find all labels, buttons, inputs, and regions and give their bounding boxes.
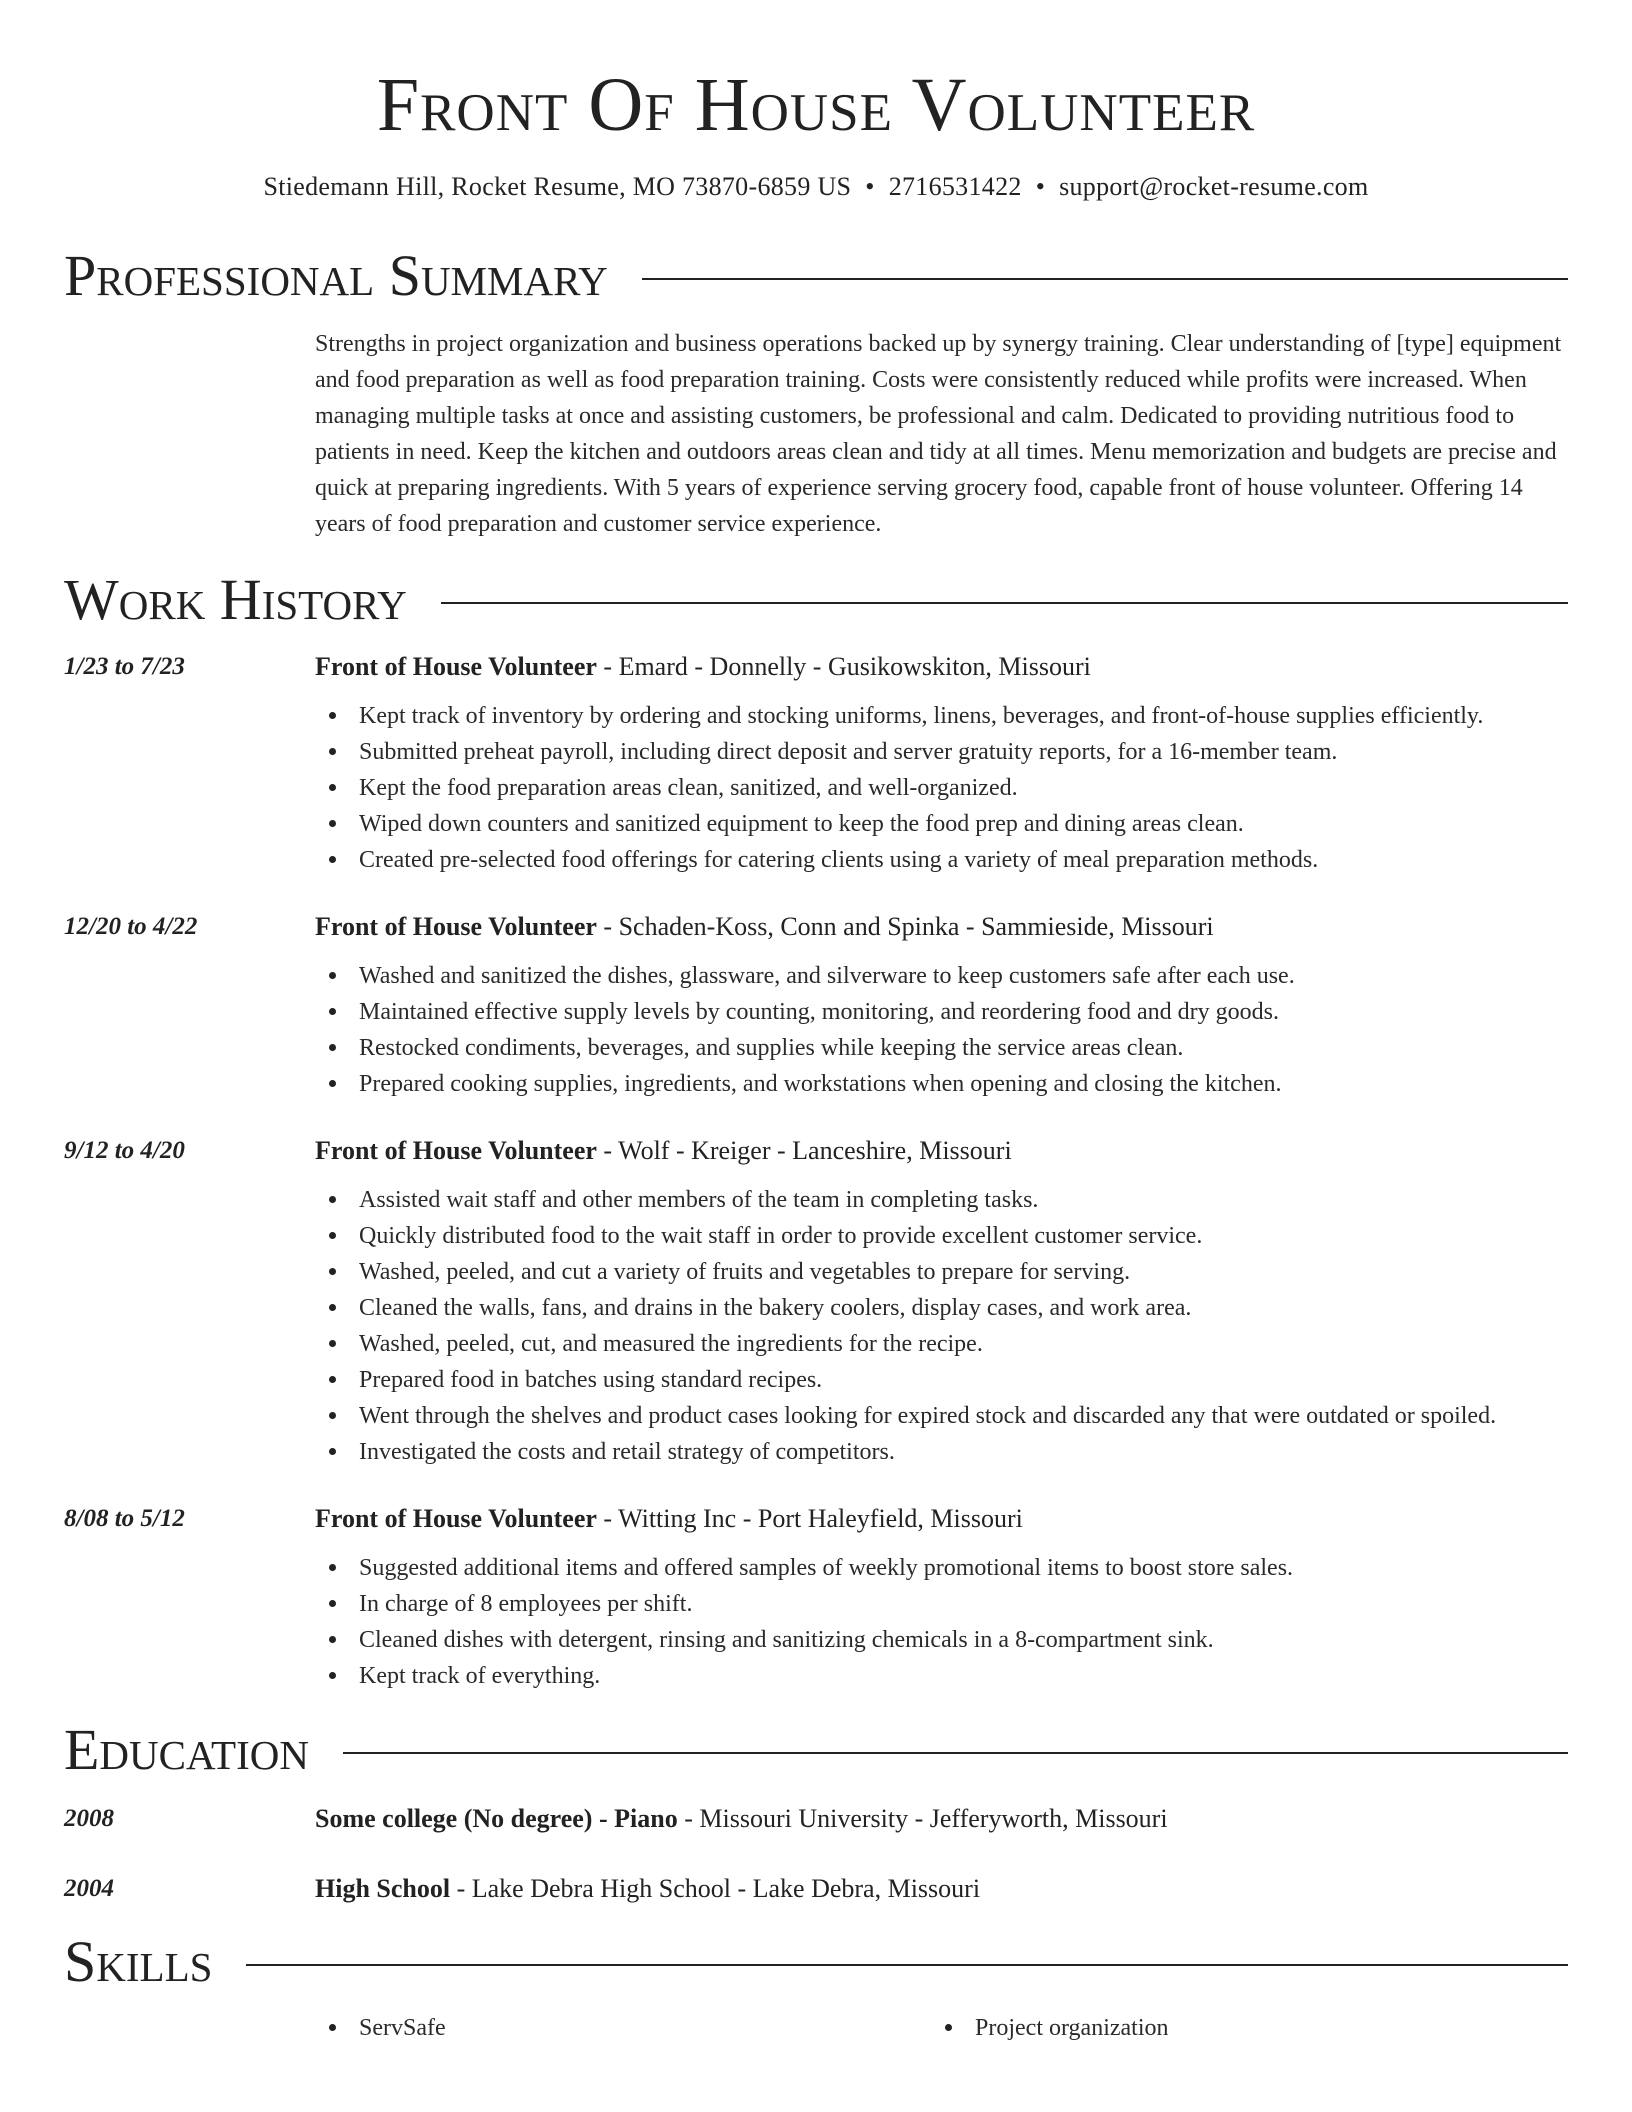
contact-separator: • — [865, 172, 875, 201]
duty-text: Cleaned the walls, fans, and drains in the bakery coolers, display cases, and work area. — [359, 1295, 1192, 1321]
duty-text: Kept track of everything. — [359, 1663, 601, 1689]
bullet-icon — [329, 1044, 336, 1051]
job-employer: - Witting Inc - Port Haleyfield, Missouri — [596, 1504, 1023, 1533]
duty-item — [315, 1434, 1568, 1470]
skill-text: ServSafe — [359, 2015, 446, 2041]
bullet-icon — [329, 1268, 336, 1275]
duty-text: Cleaned dishes with detergent, rinsing and sanitizing chemicals in a 8-compartment sink. — [359, 1627, 1214, 1653]
job-employer: - Wolf - Kreiger - Lanceshire, Missouri — [596, 1136, 1012, 1165]
duty-item — [315, 1398, 1568, 1434]
job-body — [315, 1502, 1568, 1694]
job-dates: 8/08 to 5/12 — [64, 1505, 185, 1532]
section-header-work — [64, 567, 1568, 632]
duty-text: Created pre-selected food offerings for catering clients using a variety of meal preparation methods. — [359, 847, 1319, 873]
section-title-work: Work History — [64, 567, 407, 632]
duty-text: Washed and sanitized the dishes, glassware, and silverware to keep customers safe after each use. — [359, 963, 1295, 989]
duty-text: Kept the food preparation areas clean, sanitized, and well-organized. — [359, 775, 1018, 801]
duty-item — [315, 1254, 1568, 1290]
duty-item — [315, 1218, 1568, 1254]
job-body — [315, 650, 1568, 878]
resume-name: Front Of House Volunteer — [376, 63, 1256, 147]
duty-item — [315, 1290, 1568, 1326]
education-entry — [64, 1802, 1568, 1836]
job-heading — [315, 910, 1568, 944]
duty-text: Maintained effective supply levels by counting, monitoring, and reordering food and dry goods. — [359, 999, 1280, 1025]
section-divider — [246, 1964, 1568, 1966]
bullet-icon — [329, 1564, 336, 1571]
section-divider — [343, 1752, 1568, 1754]
job-heading — [315, 1502, 1568, 1536]
duty-text: Quickly distributed food to the wait staff in order to provide excellent customer service. — [359, 1223, 1203, 1249]
duty-item — [315, 1362, 1568, 1398]
contact-phone: 2716531422 — [888, 172, 1022, 201]
education-year: 2004 — [64, 1875, 114, 1902]
duty-item — [315, 1326, 1568, 1362]
skill-text: Project organization — [975, 2015, 1169, 2041]
duty-text: Kept track of inventory by ordering and stocking uniforms, linens, beverages, and front-of-house supplies efficiently. — [359, 703, 1484, 729]
bullet-icon — [329, 1008, 336, 1015]
education-school: - Lake Debra High School - Lake Debra, Missouri — [450, 1874, 981, 1903]
contact-line — [64, 172, 1568, 202]
skill-item — [315, 2010, 931, 2046]
section-title-summary: Professional Summary — [64, 243, 608, 308]
job-title: Front of House Volunteer — [315, 652, 597, 681]
duty-text: Investigated the costs and retail strategy of competitors. — [359, 1439, 895, 1465]
summary-text: Strengths in project organization and business operations backed up by synergy training. Clear understanding of [type] equipment and food preparation as well as food preparation training. Costs were consistently reduced while profits were increased. When managing multiple tasks at once and assisting customers, be professional and calm. Dedicated to providing nutritious food to patients in need. Keep the kitchen and outdoors areas clean and tidy at all times. Menu memorization and budgets are precise and quick at preparing ingredients. With 5 years of experience serving grocery food, capable front of house volunteer. Offering 14 years of food preparation and customer service experience. — [315, 331, 1562, 537]
job-dates: 9/12 to 4/20 — [64, 1137, 185, 1164]
job-duties — [315, 958, 1568, 1102]
job-duties — [315, 698, 1568, 878]
contact-separator: • — [1035, 172, 1046, 201]
education-degree: High School — [315, 1874, 451, 1903]
bullet-icon — [329, 1080, 336, 1087]
education-entry — [64, 1872, 1568, 1906]
duty-item — [315, 1182, 1568, 1218]
education-heading — [315, 1802, 1568, 1836]
duty-text: Wiped down counters and sanitized equipment to keep the food prep and dining areas clean. — [359, 811, 1244, 837]
bullet-icon — [329, 1412, 336, 1419]
section-divider — [441, 602, 1568, 604]
duty-text: Washed, peeled, and cut a variety of fruits and vegetables to prepare for serving. — [359, 1259, 1131, 1285]
job-entry — [64, 1502, 1568, 1694]
bullet-icon — [329, 2024, 336, 2031]
job-dates: 1/23 to 7/23 — [64, 653, 185, 680]
duty-text: Went through the shelves and product cases looking for expired stock and discarded any that were outdated or spoiled. — [359, 1403, 1497, 1429]
job-duties — [315, 1182, 1568, 1470]
section-title-education: Education — [64, 1717, 309, 1782]
bullet-icon — [329, 972, 336, 979]
duty-item — [315, 698, 1568, 734]
duty-text: Washed, peeled, cut, and measured the ingredients for the recipe. — [359, 1331, 983, 1357]
duty-text: In charge of 8 employees per shift. — [359, 1591, 693, 1617]
job-heading — [315, 650, 1568, 684]
duty-item — [315, 1030, 1568, 1066]
duty-text: Assisted wait staff and other members of the team in completing tasks. — [359, 1187, 1039, 1213]
duty-text: Prepared cooking supplies, ingredients, and workstations when opening and closing the kitchen. — [359, 1071, 1282, 1097]
section-header-education — [64, 1717, 1568, 1782]
bullet-icon — [945, 2024, 952, 2031]
skills-list — [315, 2010, 1568, 2046]
skills-column-left — [315, 2010, 931, 2046]
bullet-icon — [329, 1340, 336, 1347]
education-degree: Some college (No degree) - Piano — [315, 1804, 678, 1833]
duty-item — [315, 1550, 1568, 1586]
work-history-list — [64, 650, 1568, 1694]
education-body — [315, 1802, 1568, 1836]
education-body — [315, 1872, 1568, 1906]
duty-item — [315, 734, 1568, 770]
bullet-icon — [329, 784, 336, 791]
bullet-icon — [329, 856, 336, 863]
job-entry — [64, 910, 1568, 1102]
duty-text: Submitted preheat payroll, including direct deposit and server gratuity reports, for a 16-member team. — [359, 739, 1338, 765]
duty-text: Restocked condiments, beverages, and supplies while keeping the service areas clean. — [359, 1035, 1184, 1061]
duty-item — [315, 958, 1568, 994]
education-year: 2008 — [64, 1805, 114, 1832]
bullet-icon — [329, 1376, 336, 1383]
bullet-icon — [329, 1600, 336, 1607]
job-employer: - Emard - Donnelly - Gusikowskiton, Missouri — [596, 652, 1091, 681]
duty-item — [315, 1658, 1568, 1694]
duty-item — [315, 1622, 1568, 1658]
section-title-skills: Skills — [64, 1929, 213, 1994]
job-title: Front of House Volunteer — [315, 1504, 597, 1533]
education-list — [64, 1802, 1568, 1906]
skills-column-right — [931, 2010, 1547, 2046]
job-title: Front of House Volunteer — [315, 1136, 597, 1165]
bullet-icon — [329, 712, 336, 719]
skill-item — [931, 2010, 1547, 2046]
job-heading — [315, 1134, 1568, 1168]
bullet-icon — [329, 1636, 336, 1643]
resume-page — [64, 0, 1568, 2046]
education-school: - Missouri University - Jefferyworth, Missouri — [677, 1804, 1168, 1833]
section-header-skills — [64, 1929, 1568, 1994]
job-title: Front of House Volunteer — [315, 912, 597, 941]
bullet-icon — [329, 748, 336, 755]
job-duties — [315, 1550, 1568, 1694]
duty-item — [315, 806, 1568, 842]
duty-item — [315, 770, 1568, 806]
job-dates: 12/20 to 4/22 — [64, 913, 198, 940]
bullet-icon — [329, 1196, 336, 1203]
bullet-icon — [329, 1448, 336, 1455]
job-body — [315, 910, 1568, 1102]
job-employer: - Schaden-Koss, Conn and Spinka - Sammieside, Missouri — [596, 912, 1214, 941]
duty-item — [315, 1066, 1568, 1102]
duty-text: Prepared food in batches using standard recipes. — [359, 1367, 823, 1393]
job-entry — [64, 650, 1568, 878]
section-header-summary — [64, 243, 1568, 308]
job-entry — [64, 1134, 1568, 1470]
duty-item — [315, 842, 1568, 878]
bullet-icon — [329, 1304, 336, 1311]
job-body — [315, 1134, 1568, 1470]
education-heading — [315, 1872, 1568, 1906]
duty-item — [315, 1586, 1568, 1622]
contact-address: Stiedemann Hill, Rocket Resume, MO 73870-6859 US — [263, 172, 852, 201]
section-divider — [642, 278, 1568, 280]
bullet-icon — [329, 1232, 336, 1239]
bullet-icon — [329, 820, 336, 827]
contact-email: support@rocket-resume.com — [1059, 172, 1369, 201]
duty-text: Suggested additional items and offered samples of weekly promotional items to boost store sales. — [359, 1555, 1294, 1581]
duty-item — [315, 994, 1568, 1030]
bullet-icon — [329, 1672, 336, 1679]
